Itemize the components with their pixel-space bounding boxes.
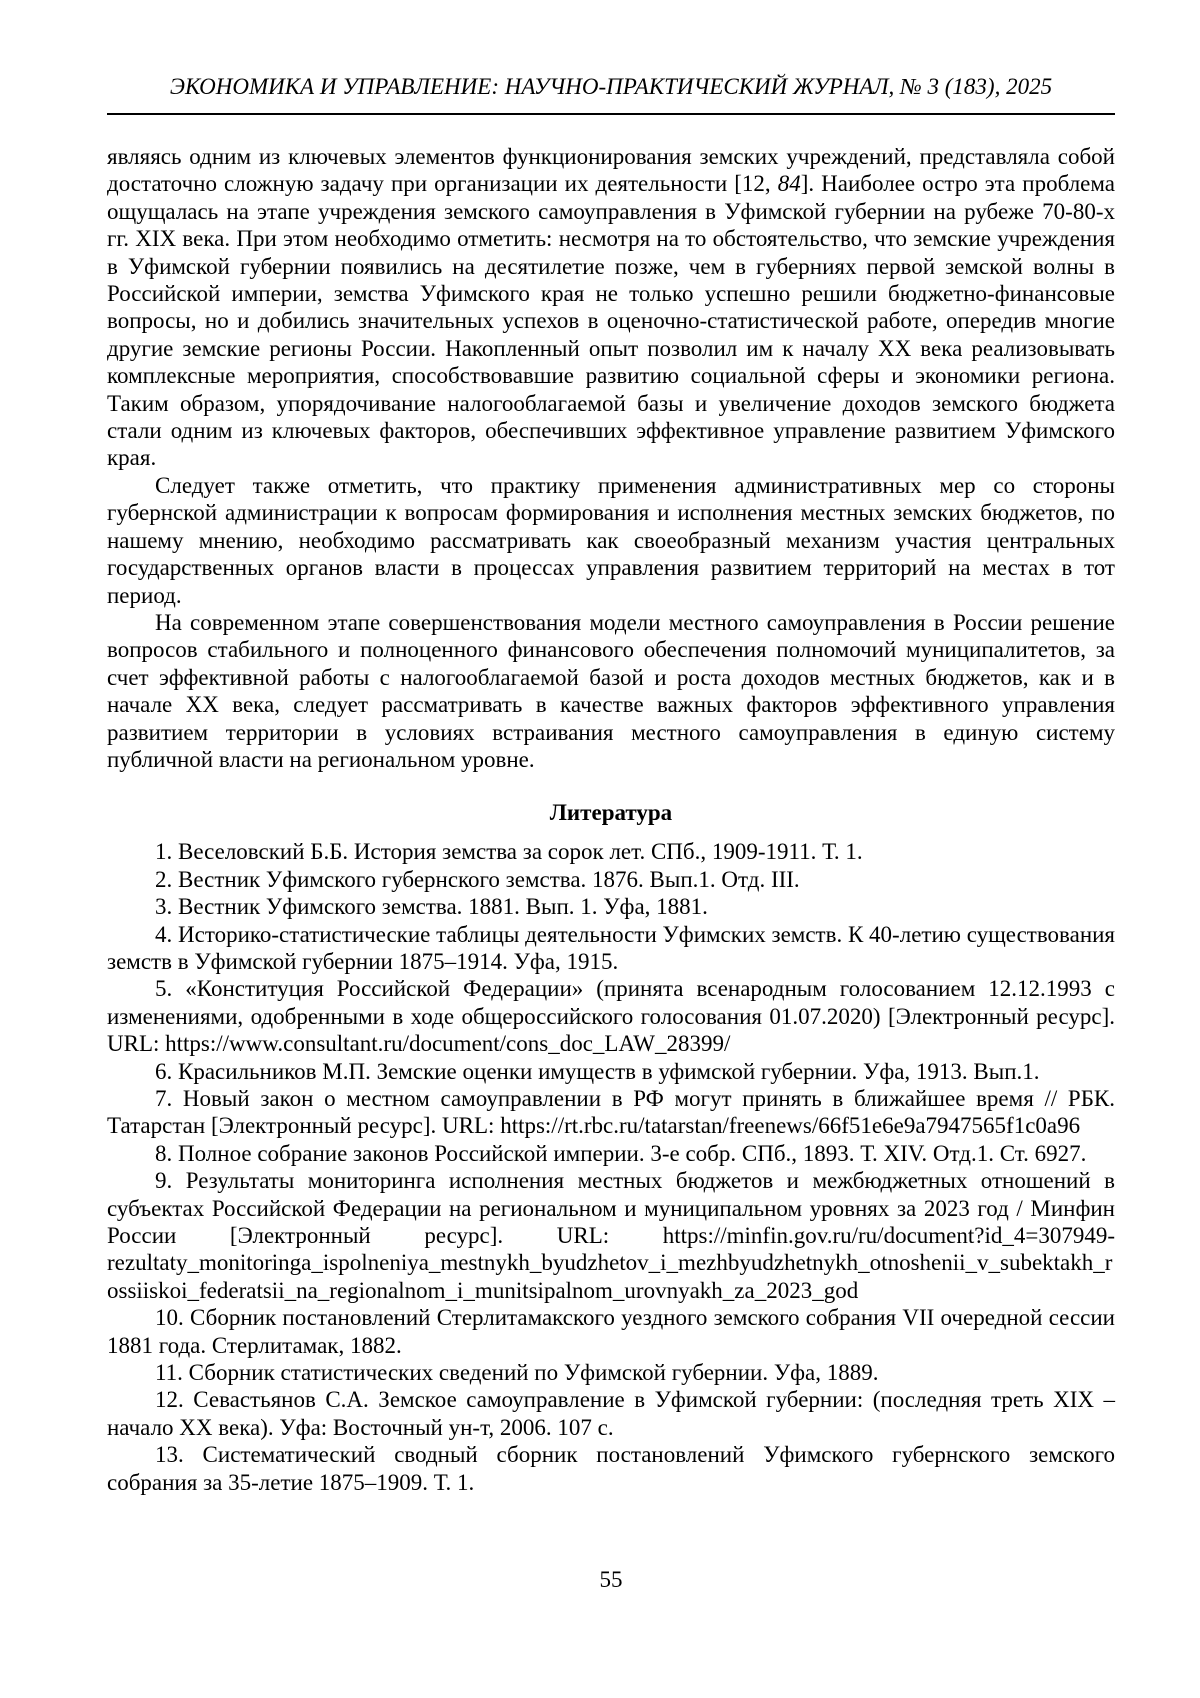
reference-item: 13. Систематический сводный сборник постановлений Уфимского губернского земского собрания за 35-летие 1875–1909. Т. 1. — [107, 1442, 1115, 1495]
references-heading: Литература — [549, 800, 673, 826]
reference-item: 10. Сборник постановлений Стерлитамакского уездного земского собрания VII очередной сессии 1881 года. Стерлитамак, 1882. — [107, 1305, 1115, 1358]
references-list — [107, 838, 1115, 1496]
paragraph-1 — [107, 143, 1115, 472]
page-content — [107, 0, 1115, 1496]
page-number: 55 — [599, 1567, 623, 1592]
reference-item: 9. Результаты мониторинга исполнения местных бюджетов и межбюджетных отношений в субъектах Российской Федерации на региональном и муниципальном уровнях за 2023 год / Минфин России [Электронный ресурс]. URL: https://minfin.gov.ru/ru/document?id_4=307949-rezultaty_monitoringa_ispolneniya_mestnykh_byudzhetov_i_mezhbyudzhetnykh_otnoshenii_v_subektakh_rossiiskoi_federatsii_na_regionalnom_i_munitsipalnom_urovnyakh_za_2023_god — [107, 1168, 1115, 1303]
reference-item: 8. Полное собрание законов Российской империи. 3-е собр. СПб., 1893. Т. XIV. Отд.1. Ст. 6927. — [155, 1140, 1087, 1166]
paragraph-1-text-after: ]. Наиболее остро эта проблема ощущалась на этапе учреждения земского самоуправления в Уфимской губернии на рубеже 70-80-х гг. XIX века. При этом необходимо отметить: несмотря на то обстоятельство, что земские учреждения в Уфимской губернии появились на десятилетие позже, чем в губерниях первой земской волны в Российской империи, земства Уфимского края не только успешно решили бюджетно-финансовые вопросы, но и добились значительных успехов в оценочно-статистической работе, опередив многие другие земские регионы России. Накопленный опыт позволил им к началу XX века реализовывать комплексные мероприятия, способствовавшие развитию социальной сферы и экономики региона. Таким образом, упорядочивание налогооблагаемой базы и увеличение доходов земского бюджета стали одним из ключевых факторов, обеспечивших эффективное управление развитием Уфимского края. — [107, 171, 1115, 471]
reference-item: 7. Новый закон о местном самоуправлении в РФ могут принять в ближайшее время // РБК. Татарстан [Электронный ресурс]. URL: https://rt.rbc.ru/tatarstan/freenews/66f51e6e9a7947565f1c0a96 — [107, 1086, 1115, 1139]
citation-page-number: 84 — [777, 171, 801, 197]
reference-item: 2. Вестник Уфимского губернского земства. 1876. Вып.1. Отд. III. — [155, 866, 800, 892]
reference-item: 6. Красильников М.П. Земские оценки имуществ в уфимской губернии. Уфа, 1913. Вып.1. — [155, 1058, 1040, 1084]
article-body — [107, 143, 1115, 773]
paragraph-1-text-before: являясь одним из ключевых элементов функционирования земских учреждений, представляла собой достаточно сложную задачу при организации их деятельности [12, — [107, 144, 1115, 197]
reference-item: 4. Историко-статистические таблицы деятельности Уфимских земств. К 40-летию существования земств в Уфимской губернии 1875–1914. Уфа, 1915. — [107, 921, 1116, 974]
reference-item: 1. Веселовский Б.Б. История земства за сорок лет. СПб., 1909-1911. Т. 1. — [155, 839, 863, 865]
paragraph-2: Следует также отметить, что практику применения административных мер со стороны губернской администрации к вопросам формирования и исполнения местных земских бюджетов, по нашему мнению, необходимо рассматривать как своеобразный механизм участия центральных государственных органов власти в процессах управления развитием территорий на местах в тот период. — [107, 472, 1115, 608]
reference-item: 11. Сборник статистических сведений по Уфимской губернии. Уфа, 1889. — [155, 1360, 879, 1386]
journal-title: ЭКОНОМИКА И УПРАВЛЕНИЕ: НАУЧНО-ПРАКТИЧЕСКИЙ ЖУРНАЛ, № 3 (183), 2025 — [169, 74, 1053, 99]
reference-item: 3. Вестник Уфимского земства. 1881. Вып. 1. Уфа, 1881. — [155, 894, 708, 920]
reference-item: 5. «Конституция Российской Федерации» (принята всенародным голосованием 12.12.1993 с изменениями, одобренными в ходе общероссийского голосования 01.07.2020) [Электронный ресурс]. URL: https://www.consultant.ru/document/cons_doc_LAW_28399/ — [107, 976, 1115, 1057]
paragraph-3: На современном этапе совершенствования модели местного самоуправления в России решение вопросов стабильного и полноценного финансового обеспечения полномочий муниципалитетов, за счет эффективной работы с налогооблагаемой базой и роста доходов местных бюджетов, как и в начале XX века, следует рассматривать в качестве важных факторов эффективного управления развитием территории в условиях встраивания местного самоуправления в единую систему публичной власти на региональном уровне. — [107, 609, 1115, 772]
journal-header — [107, 74, 1115, 115]
reference-item: 12. Севастьянов С.А. Земское самоуправление в Уфимской губернии: (последняя треть XIX – начало XX века). Уфа: Восточный ун-т, 2006. 107 с. — [107, 1387, 1115, 1440]
